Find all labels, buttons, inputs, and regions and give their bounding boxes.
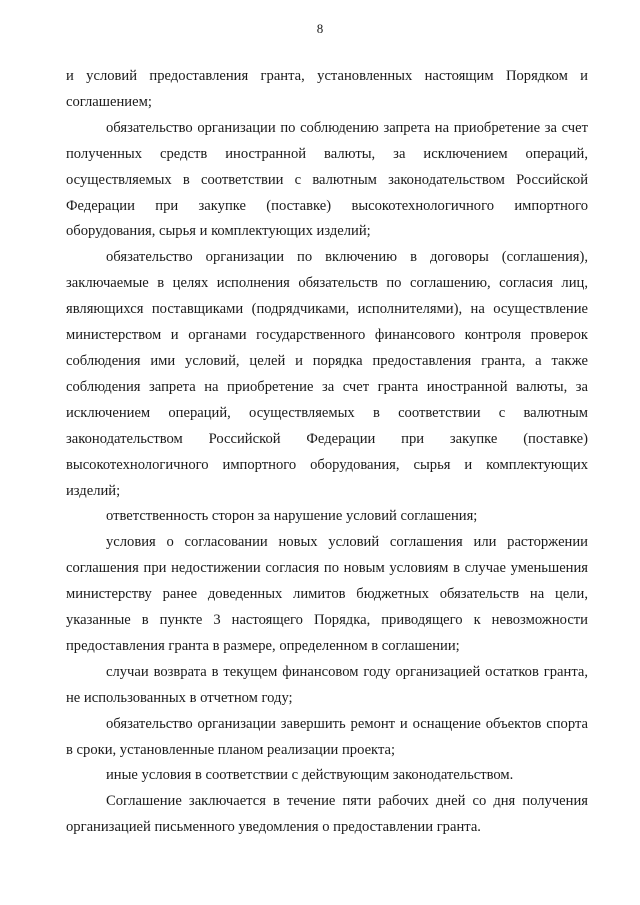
paragraph-other-conditions: иные условия в соответствии с действующим законодательством. — [106, 767, 514, 784]
paragraph-foreign-currency-ban: обязательство организации по соблюдению запрета на приобретение за счет полученных средств иностранной валюты, за исключением операций, осуществляемых в соответствии с валютным законодательством Российской Федерации при закупке (поставке) высокотехнологичного импортного оборудования, сырья и комплектующих изделий; — [66, 119, 588, 240]
paragraph-repair-obligation: обязательство организации завершить ремонт и оснащение объектов спорта в сроки, установленные планом реализации проекта; — [66, 715, 588, 758]
paragraph-balance-return: случаи возврата в текущем финансовом году организацией остатков гранта, не использованных в отчетном году; — [66, 663, 588, 706]
paragraph-grant-conditions-continuation: и условий предоставления гранта, установленных настоящим Порядком и соглашением; — [66, 68, 588, 110]
paragraph-party-liability: ответственность сторон за нарушение условий соглашения; — [106, 508, 478, 525]
document-body — [66, 64, 588, 841]
paragraph-supplier-consent: обязательство организации по включению в договоры (соглашения), заключаемые в целях исполнения обязательств по соглашению, согласия лиц, являющихся поставщиками (подрядчиками, исполнителями), на осуществление министерством и органами государственного финансового контроля проверок соблюдения ими условий, целей и порядка предоставления гранта, а также соблюдения запрета на приобретение за счет гранта иностранной валюты, за исключением операций, осуществляемых в соответствии с валютным законодательством Российской Федерации при закупке (поставке) высокотехнологичного импортного оборудования, сырья и комплектующих изделий; — [66, 249, 588, 499]
paragraph-agreement-amendment: условия о согласовании новых условий соглашения или расторжении соглашения при недостижении согласия по новым условиям в случае уменьшения министерству ранее доведенных лимитов бюджетных обязательств на цели, указанные в пункте 3 настоящего Порядка, приводящего к невозможности предоставления гранта в размере, определенном в соглашении; — [66, 534, 588, 654]
paragraph-agreement-term: Соглашение заключается в течение пяти рабочих дней со дня получения организацией письменного уведомления о предоставлении гранта. — [66, 793, 588, 836]
page-number: 8 — [316, 21, 324, 36]
